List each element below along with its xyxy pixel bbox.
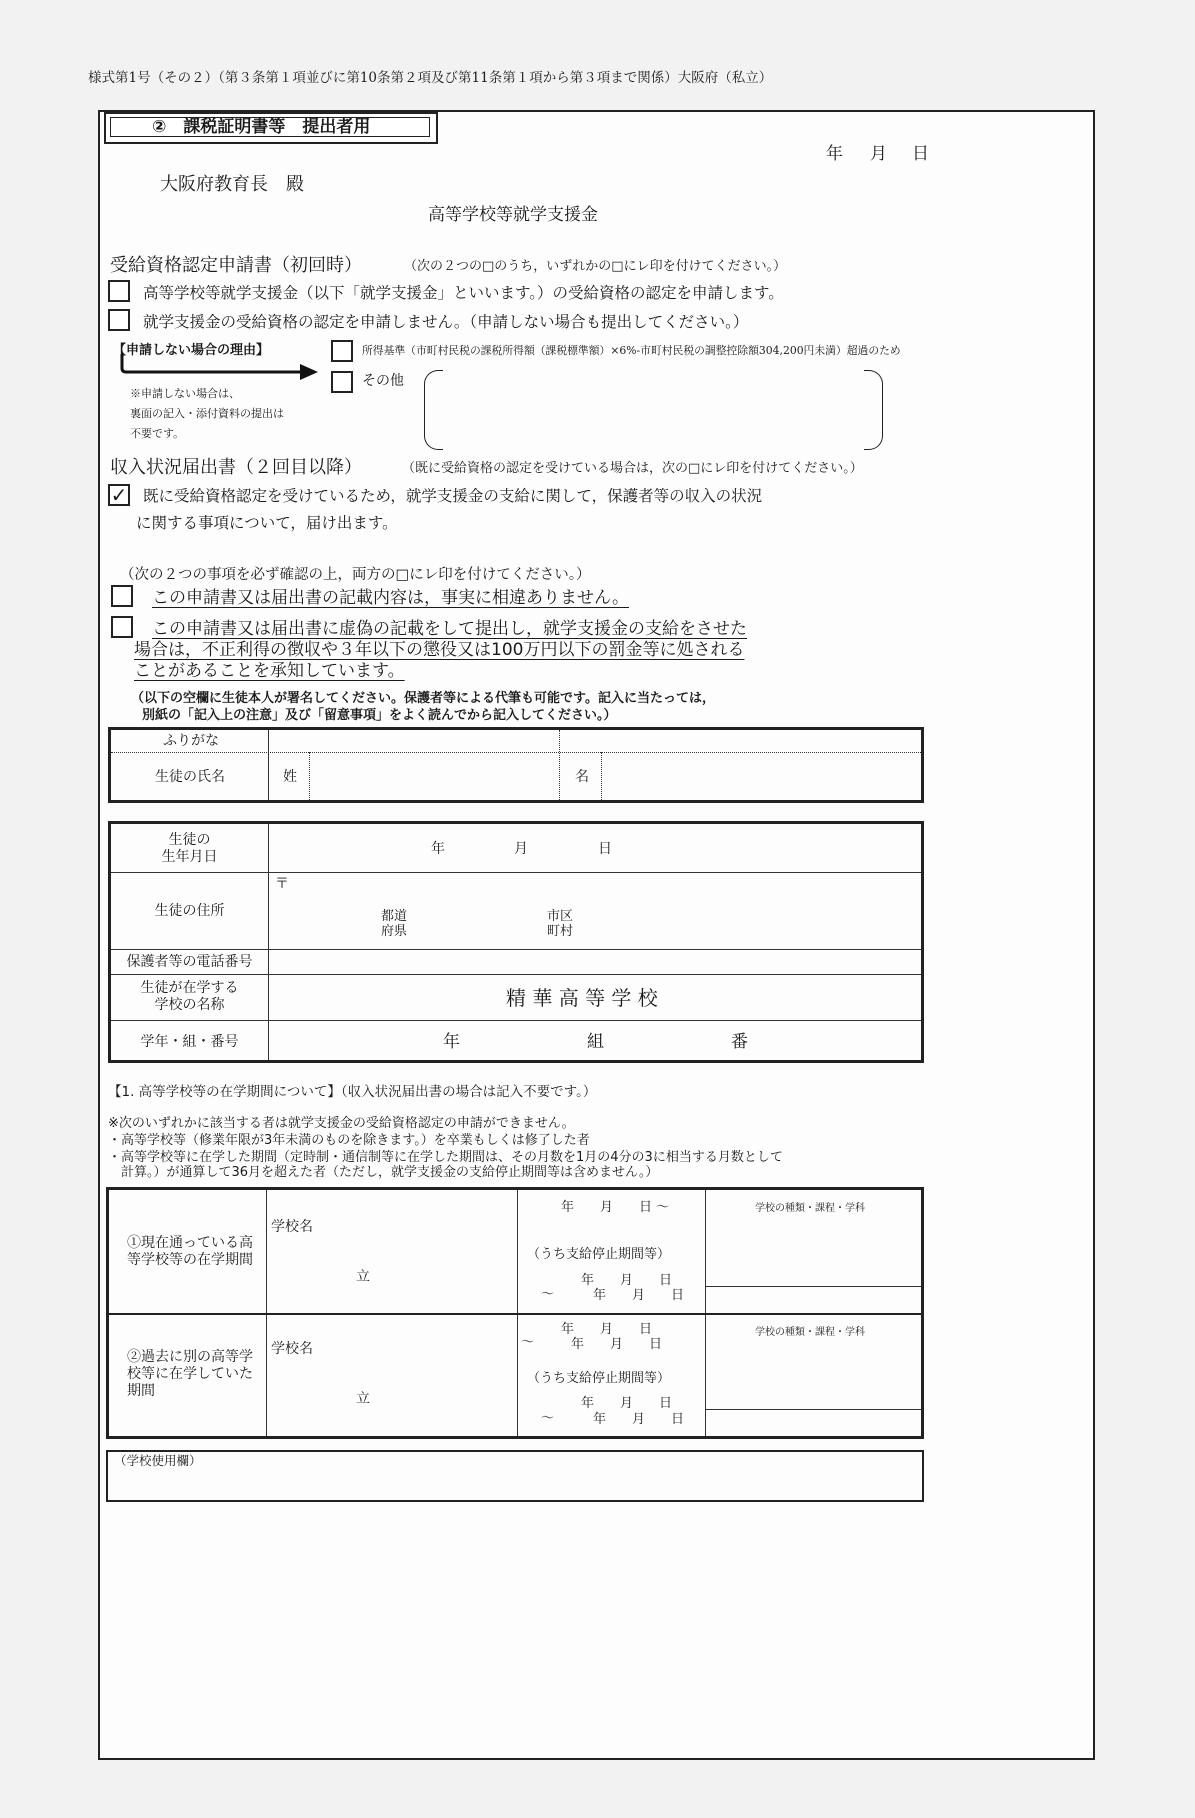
note-line-1: ※申請しない場合は、 xyxy=(130,387,240,400)
form-header-note: 様式第1号（その２）（第３条第１項並びに第10条第２項及び第11条第１項から第３項まで関係）大阪府（私立） xyxy=(88,70,773,86)
name-table xyxy=(108,727,924,803)
row2-label-2: 校等に在学していた xyxy=(127,1366,253,1382)
sei-label: 姓 xyxy=(283,769,297,785)
row2-suspend: （うち支給停止期間等） xyxy=(527,1371,671,1386)
birth-label-2: 生年月日 xyxy=(161,849,218,865)
date-month: 月 xyxy=(870,144,887,164)
city-label-2: 町村 xyxy=(547,924,574,939)
furigana-label: ふりがな xyxy=(163,733,219,749)
sei-field[interactable] xyxy=(311,753,557,799)
title-text: ② 課税証明書等 提出者用 xyxy=(152,117,371,137)
income-title: 収入状況届出書（２回目以降） xyxy=(110,457,362,478)
period-note-2: ・高等学校等（修業年限が3年未満のものを除きます。）を卒業もしくは修了した者 xyxy=(108,1133,590,1148)
row2-ritsu: 立 xyxy=(356,1391,370,1407)
birth-label-1: 生徒の xyxy=(168,832,211,848)
row2-tilde-1: 〜 xyxy=(521,1335,535,1350)
student-name-label: 生徒の氏名 xyxy=(155,769,225,785)
note-line-3: 不要です。 xyxy=(130,427,185,440)
period-note-3: ・高等学校等に在学した期間（定時制・通信制等に在学した期間は、その月数を1月の4分の3に相当する月数として xyxy=(108,1150,783,1165)
apply-option2: 就学支援金の受給資格の認定を申請しません。（申請しない場合も提出してください。） xyxy=(143,313,749,331)
income-line-1: 既に受給資格認定を受けているため，就学支援金の支給に関して，保護者等の収入の状況 xyxy=(143,487,763,505)
sign-note-2: 別紙の「記入上の注意」及び「留意事項」をよく読んでから記入してください。） xyxy=(142,708,617,723)
row2-school-field[interactable] xyxy=(329,1340,509,1400)
period-heading: 【1. 高等学校等の在学期間について】（収入状況届出書の場合は記入不要です。） xyxy=(108,1084,597,1100)
date-day: 日 xyxy=(912,144,929,164)
reason-income-text: 所得基準（市町村民税の課税所得額（課税標準額）×6%-市町村民税の調整控除額304,200円未満）超過のため xyxy=(362,344,901,357)
school-use-box xyxy=(106,1450,924,1502)
pref-label-2: 府県 xyxy=(381,924,408,939)
bracket-right xyxy=(864,370,883,450)
date-year: 年 xyxy=(826,144,843,164)
income-checkbox[interactable]: ✓ xyxy=(108,484,130,506)
school-name: 精 華 高 等 学 校 xyxy=(506,986,658,1010)
reason-label: 【申請しない場合の理由】 xyxy=(113,343,270,358)
row1-ritsu: 立 xyxy=(356,1269,370,1285)
row1-suspend: （うち支給停止期間等） xyxy=(527,1247,671,1262)
row2-date-to: 年 月 日 xyxy=(571,1337,663,1352)
row2-suspend-from: 年 月 日 xyxy=(581,1396,673,1411)
reason-other-checkbox[interactable] xyxy=(331,371,353,393)
birth-year: 年 xyxy=(431,841,445,857)
row1-suspend-from: 年 月 日 xyxy=(581,1273,673,1288)
confirm-item-2-line-3: ことがあることを承知しています。 xyxy=(134,661,405,681)
grade-kumi: 組 xyxy=(587,1032,604,1052)
not-apply-checkbox[interactable] xyxy=(108,309,130,331)
confirm-checkbox-1[interactable] xyxy=(111,585,133,607)
bracket-left xyxy=(424,370,443,450)
birth-month: 月 xyxy=(514,841,528,857)
period-table xyxy=(106,1187,924,1439)
phone-field[interactable] xyxy=(271,951,917,971)
school-label-1: 生徒が在学する xyxy=(140,980,239,996)
grade-label: 学年・組・番号 xyxy=(140,1034,239,1050)
confirm-instruction: （次の２つの事項を必ず確認の上，両方の□にレ印を付けてください。） xyxy=(120,567,591,583)
row1-label-2: 等学校等の在学期間 xyxy=(127,1252,253,1268)
birth-day: 日 xyxy=(598,841,612,857)
title-box xyxy=(104,112,438,144)
reason-arrow-icon xyxy=(108,340,324,384)
city-label-1: 市区 xyxy=(547,909,574,924)
postal-mark: 〒 xyxy=(275,876,289,892)
reason-income-checkbox[interactable] xyxy=(331,340,353,362)
row2-date-from: 年 月 日 xyxy=(561,1322,653,1337)
apply-title: 受給資格認定申請書（初回時） xyxy=(110,255,362,276)
confirm-item-1: この申請書又は届出書の記載内容は，事実に相違ありません。 xyxy=(152,588,630,608)
grade-nen: 年 xyxy=(443,1032,460,1052)
row2-tilde-2: 〜 xyxy=(541,1411,555,1426)
row2-suspend-to: 年 月 日 xyxy=(593,1412,685,1427)
row2-school-label: 学校名 xyxy=(271,1341,313,1357)
pref-label-1: 都道 xyxy=(381,909,408,924)
apply-checkbox[interactable] xyxy=(108,280,130,302)
grade-ban: 番 xyxy=(731,1032,748,1052)
phone-label: 保護者等の電話番号 xyxy=(126,954,253,970)
addressee: 大阪府教育長 殿 xyxy=(160,174,304,195)
address-label: 生徒の住所 xyxy=(154,903,225,919)
apply-option1: 高等学校等就学支援金（以下「就学支援金」といいます。）の受給資格の認定を申請します。 xyxy=(143,284,784,302)
mei-label: 名 xyxy=(575,769,589,785)
school-use-label: （学校使用欄） xyxy=(114,1453,202,1468)
income-instruction: （既に受給資格の認定を受けている場合は，次の□にレ印を付けてください。） xyxy=(402,461,863,476)
row1-school-field[interactable] xyxy=(329,1218,509,1278)
mei-field[interactable] xyxy=(603,753,919,799)
row2-label-1: ②過去に別の高等学 xyxy=(127,1349,253,1365)
apply-instruction: （次の２つの□のうち，いずれかの□にレ印を付けてください。） xyxy=(404,259,787,274)
address-field[interactable] xyxy=(291,876,911,946)
row1-date-from: 年 月 日 〜 xyxy=(561,1200,670,1215)
row1-suspend-to: 年 月 日 xyxy=(593,1288,685,1303)
income-line-2: に関する事項について，届け出ます。 xyxy=(136,514,398,532)
sign-note-1: （以下の空欄に生徒本人が署名してください。保護者等による代筆も可能です。記入に当たっては， xyxy=(131,691,715,706)
reason-other-text: その他 xyxy=(362,373,404,389)
note-line-2: 裏面の記入・添付資料の提出は xyxy=(130,407,284,420)
info-table xyxy=(108,821,924,1063)
row1-school-label: 学校名 xyxy=(271,1219,313,1235)
other-reason-field[interactable] xyxy=(445,372,861,446)
row1-tilde: 〜 xyxy=(541,1287,555,1302)
confirm-checkbox-2[interactable] xyxy=(111,616,133,638)
row2-label-3: 期間 xyxy=(127,1383,155,1399)
row1-label-1: ①現在通っている高 xyxy=(127,1235,253,1251)
confirm-item-2-line-1: この申請書又は届出書に虚偽の記載をして提出し，就学支援金の支給をさせた xyxy=(152,619,747,639)
confirm-item-2-line-2: 場合は，不正利得の徴収や３年以下の懲役又は100万円以下の罰金等に処される xyxy=(134,640,745,660)
school-label-2: 学校の名称 xyxy=(154,997,225,1013)
program-name: 高等学校等就学支援金 xyxy=(428,205,598,225)
period-note-4: 計算。）が通算して36月を超えた者（ただし，就学支援金の支給停止期間等は含めません。） xyxy=(108,1165,659,1180)
row1-type-label: 学校の種類・課程・学科 xyxy=(755,1203,865,1214)
row2-type-label: 学校の種類・課程・学科 xyxy=(755,1327,865,1338)
period-note-1: ※次のいずれかに該当する者は就学支援金の受給資格認定の申請ができません。 xyxy=(108,1116,575,1131)
